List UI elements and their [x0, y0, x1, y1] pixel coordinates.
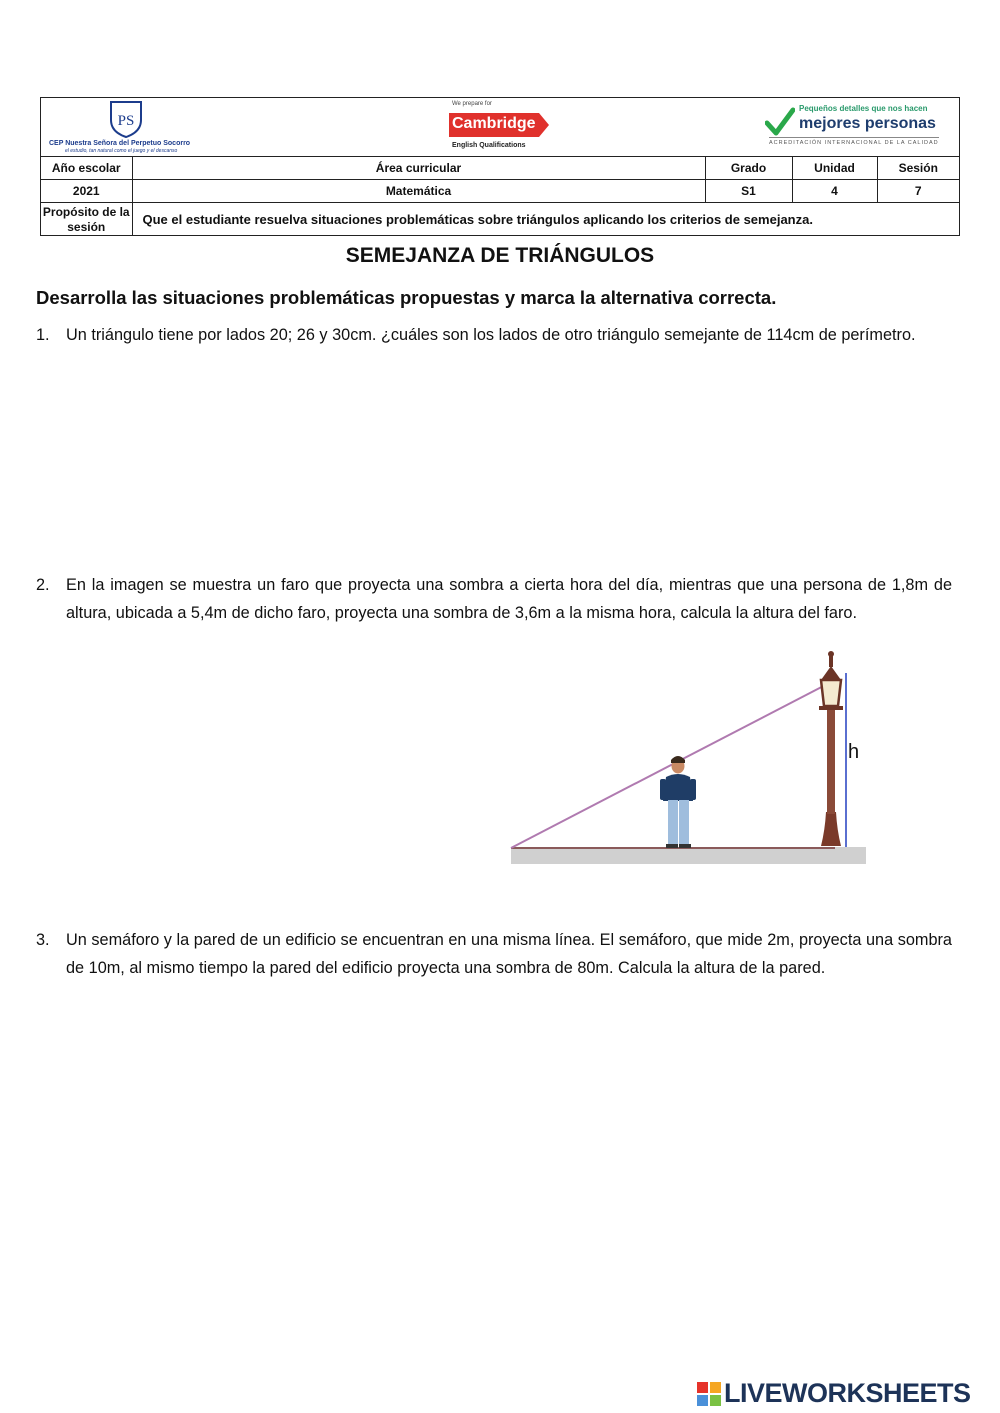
school-name: CEP Nuestra Señora del Perpetuo Socorro	[49, 140, 191, 147]
liveworksheets-icon	[697, 1382, 721, 1406]
height-label: h	[848, 741, 860, 763]
instruction-text: Desarrolla las situaciones problemáticas propuestas y marca la alternativa correcta.	[36, 287, 777, 308]
school-motto: el estudio, tan natural como el juego y el descanso	[65, 148, 178, 154]
school-logo	[47, 100, 247, 154]
purpose-label: Propósito de la sesión	[41, 203, 132, 237]
ground-slab	[511, 847, 866, 864]
problem-text: Un triángulo tiene por lados 20; 26 y 30cm. ¿cuáles son los lados de otro triángulo semejante de 114cm de perímetro.	[66, 326, 916, 344]
cambridge-subtitle: English Qualifications	[452, 142, 526, 149]
table-purpose-row	[41, 203, 959, 237]
liveworksheets-brand: LIVEWORKSHEETS	[724, 1378, 971, 1408]
value-area: Matemática	[132, 180, 705, 203]
cambridge-logo	[446, 101, 556, 153]
school-shield-icon	[109, 100, 143, 138]
accreditation-main: mejores personas	[799, 115, 936, 132]
session-info-table	[41, 156, 959, 236]
problem-number: 3.	[36, 931, 50, 949]
header-year: Año escolar	[41, 157, 132, 180]
person-icon	[660, 756, 696, 848]
accreditation-subtitle: ACREDITACIÓN INTERNACIONAL DE LA CALIDAD	[769, 137, 939, 146]
checkmark-icon	[765, 107, 795, 137]
header-block	[40, 97, 960, 236]
lighthouse-shadow-figure	[505, 640, 875, 872]
header-area: Área curricular	[132, 157, 705, 180]
svg-text:PS: PS	[117, 113, 135, 129]
table-header-row	[41, 157, 959, 180]
problem-number: 1.	[36, 326, 50, 344]
header-grade: Grado	[705, 157, 792, 180]
purpose-text: Que el estudiante resuelva situaciones problemáticas sobre triángulos aplicando los criterios de semejanza.	[132, 203, 959, 237]
problem-text: En la imagen se muestra un faro que proyecta una sombra a cierta hora del día, mientras que una persona de 1,8m de altura, ubicada a 5,4m de dicho faro, proyecta una sombra de 3,6m a la misma hora, calcula la altura del faro.	[66, 576, 952, 622]
header-unit: Unidad	[792, 157, 877, 180]
value-grade: S1	[705, 180, 792, 203]
liveworksheets-logo[interactable]	[697, 1378, 995, 1410]
problem-number: 2.	[36, 576, 50, 594]
value-unit: 4	[792, 180, 877, 203]
problem-text: Un semáforo y la pared de un edificio se encuentran en una misma línea. El semáforo, que mide 2m, proyecta una sombra de 10m, al mismo tiempo la pared del edificio proyecta una sombra de 80m. Calcula la altura de la pared.	[66, 931, 952, 977]
table-value-row	[41, 180, 959, 203]
value-year: 2021	[41, 180, 132, 203]
page-title: SEMEJANZA DE TRIÁNGULOS	[345, 244, 655, 267]
logo-row	[41, 98, 959, 157]
accreditation-tagline: Pequeños detalles que nos hacen	[799, 104, 928, 113]
cambridge-prefix: We prepare for	[452, 101, 492, 107]
cambridge-brand: Cambridge	[452, 115, 536, 132]
value-session: 7	[877, 180, 959, 203]
accreditation-logo	[763, 103, 953, 151]
lamp-post-icon	[819, 651, 843, 846]
header-session: Sesión	[877, 157, 959, 180]
